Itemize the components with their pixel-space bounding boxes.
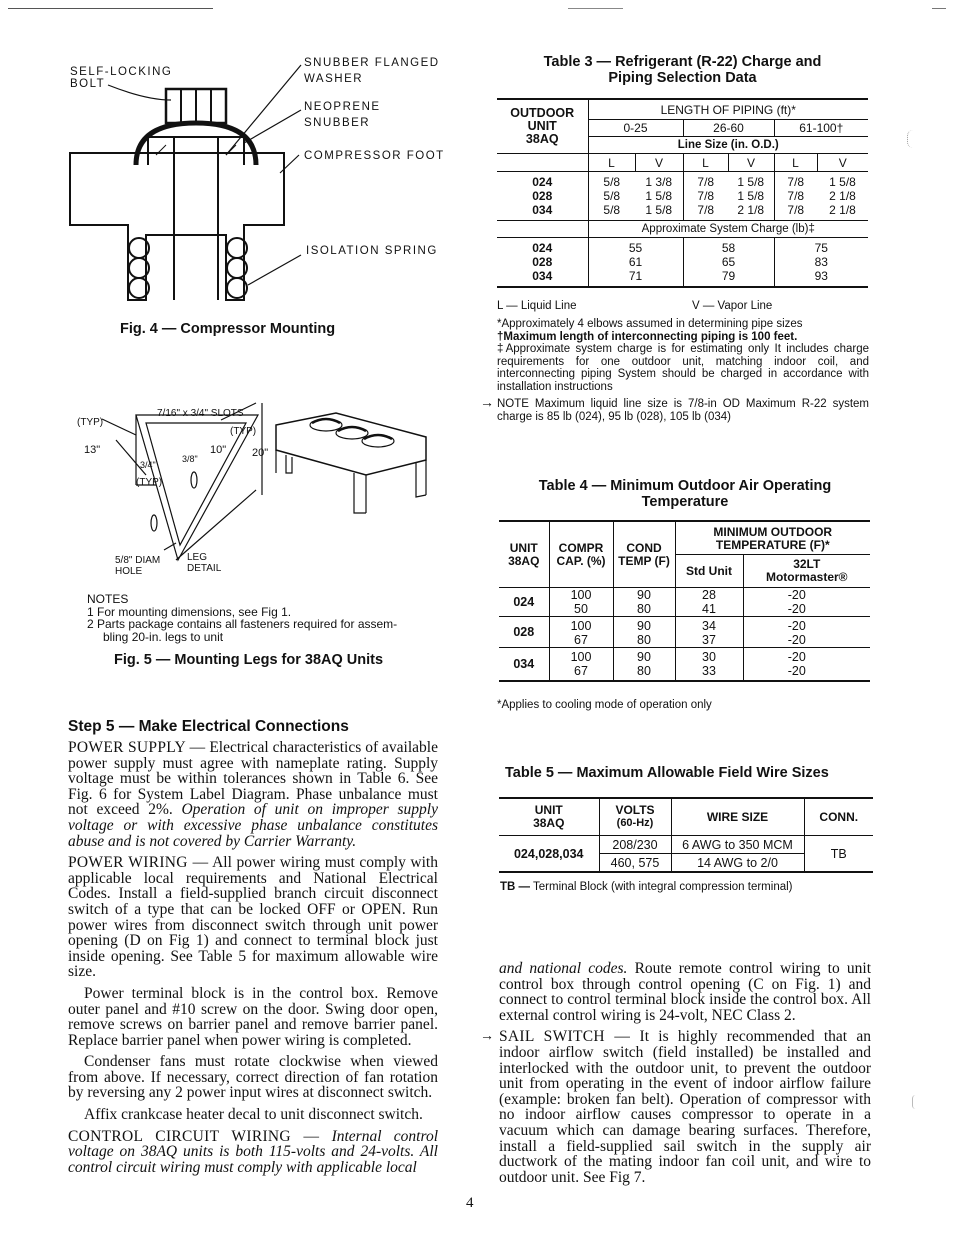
power-wiring-paragraph: POWER WIRING — All power wiring must comply with applicable local requirements and National Electrical Codes. Install a field-supplied branch circuit disconnect switch of a type that can be locked OFF or OPEN. Run power wires from disconnect switch through unit power opening (D on Fig 1) and connect to terminal block just inside opening. See Table 5 for maximum allowable wire size. bbox=[68, 854, 438, 981]
table3-line-size-header: Line Size (in. O.D.) bbox=[588, 137, 868, 154]
fig5-label-34: 3/4" bbox=[140, 460, 156, 470]
fig4-label-snubber: NEOPRENE SNUBBER bbox=[304, 101, 381, 129]
top-rule bbox=[8, 8, 213, 9]
table5-note: TB — Terminal Block (with integral compression terminal) bbox=[500, 881, 793, 893]
fig5-drawing bbox=[76, 395, 436, 580]
fig5-label-38: 3/8" bbox=[182, 454, 198, 464]
fig5-notes-title: NOTES bbox=[87, 592, 129, 606]
fig5-label-typ3: (TYP) bbox=[136, 477, 163, 488]
table-row: 024 100 50 90 80 28 41 -20 -20 bbox=[499, 588, 870, 617]
table5-volts-header: VOLTS (60-Hz) bbox=[599, 798, 671, 836]
table-row: 028 100 67 90 80 34 37 -20 -20 bbox=[499, 617, 870, 648]
page-number: 4 bbox=[466, 1195, 474, 1211]
table4-note: *Applies to cooling mode of operation only bbox=[497, 699, 712, 711]
table3-lv: V bbox=[728, 154, 774, 172]
fig4-label-washer: SNUBBER FLANGED WASHER bbox=[304, 57, 440, 85]
fig4-label-bolt: SELF-LOCKING BOLT bbox=[70, 66, 173, 90]
condenser-fans-paragraph: Condenser fans must rotate clockwise when viewed from above. If necessary, correct direction of fan rotation by reversing any 2 power input wires at disconnect switch. bbox=[68, 1053, 438, 1102]
table-row: 034 71 79 93 bbox=[497, 269, 868, 287]
table3-lv: L bbox=[774, 154, 817, 172]
table3-range: 61-100† bbox=[774, 120, 868, 137]
top-rule-right bbox=[932, 8, 946, 9]
top-rule-short bbox=[568, 8, 623, 9]
table5-unit-header: UNIT 38AQ bbox=[499, 798, 599, 836]
table4-cond-header: COND TEMP (F) bbox=[613, 521, 675, 588]
table3 bbox=[497, 98, 868, 288]
fig5-label-typ1: (TYP) bbox=[77, 417, 104, 428]
table4-std-header: Std Unit bbox=[675, 555, 743, 588]
table-row: 024,028,034 208/230 6 AWG to 350 MCM TB bbox=[499, 836, 873, 854]
table3-outdoor-header: OUTDOOR UNIT 38AQ bbox=[497, 99, 588, 154]
table-row: 460, 575 14 AWG to 2/0 bbox=[499, 854, 873, 873]
power-supply-paragraph: POWER SUPPLY — Electrical characteristics of available power supply must agree with nameplate rating. Supply voltage must be within tolerances shown in Table 6. See Fig. 6 for System Label Diagram. Phase unbalance must not exceed 2%. Operation of unit on improper supply voltage or with excessive phase unbalance constitutes abuse and is not covered by Carrier Warranty. bbox=[68, 739, 438, 850]
fig5-label-slots: 7/16" x 3/4" SLOTS bbox=[157, 408, 244, 419]
table3-range: 0-25 bbox=[588, 120, 683, 137]
table3-lv: L bbox=[683, 154, 728, 172]
fig5-label-10: 10" bbox=[210, 444, 227, 456]
table-row: 034 5/8 1 5/8 7/8 2 1/8 7/8 2 1/8 bbox=[497, 203, 868, 221]
terminal-block-paragraph: Power terminal block is in the control box. Remove outer panel and #10 screw on the door. Swing door open, remove screws on barrier panel and remove barrier panel. Replace barrier panel when power wiring is completed. bbox=[68, 984, 438, 1049]
fig4-caption: Fig. 4 — Compressor Mounting bbox=[120, 321, 336, 337]
scan-mark bbox=[912, 1095, 919, 1109]
change-arrow-icon: → bbox=[480, 1027, 494, 1043]
table3-notes: *Approximately 4 elbows assumed in determining pipe sizes †Maximum length of interconnecting piping is 100 feet. ‡Approximate system charge is for estimating only It includes charge requirements for one outdoor unit, matching indoor coil, and interconnecting piping System should be charged in accordance with installation instructions bbox=[497, 318, 869, 393]
table4-mm-header: 32LT Motormaster® bbox=[765, 557, 848, 584]
change-arrow-icon: → bbox=[480, 394, 494, 410]
table3-legend-l: L — Liquid Line bbox=[497, 300, 577, 312]
fig5-label-typ2: (TYP) bbox=[230, 426, 257, 437]
scan-mark bbox=[907, 130, 920, 148]
table-row: 024 55 58 75 bbox=[497, 238, 868, 256]
fig5-label-leg: LEG DETAIL bbox=[187, 552, 222, 574]
fig5-caption: Fig. 5 — Mounting Legs for 38AQ Units bbox=[114, 652, 384, 668]
table-row: 024 5/8 1 3/8 7/8 1 5/8 7/8 1 5/8 bbox=[497, 172, 868, 190]
table4-compr-header: COMPR CAP. (%) bbox=[549, 521, 613, 588]
fig5-label-20: 20" bbox=[252, 447, 269, 459]
table5 bbox=[499, 797, 873, 873]
table5-wire-header: WIRE SIZE bbox=[671, 798, 804, 836]
table3-charge-header: Approximate System Charge (lb)‡ bbox=[641, 223, 815, 235]
table3-range: 26-60 bbox=[683, 120, 774, 137]
table4-unit-header: UNIT 38AQ bbox=[499, 521, 549, 588]
fig5-note: 1 For mounting dimensions, see Fig 1. bbox=[87, 604, 292, 619]
table3-legend-v: V — Vapor Line bbox=[692, 300, 773, 312]
fig5-label-13: 13" bbox=[84, 444, 101, 456]
right-body bbox=[499, 961, 871, 1185]
fig4-label-foot: COMPRESSOR FOOT bbox=[304, 150, 445, 162]
table3-lv: V bbox=[635, 154, 683, 172]
fig5-label-hole: 5/8" DIAM HOLE bbox=[115, 555, 161, 577]
table-row: 028 5/8 1 5/8 7/8 1 5/8 7/8 2 1/8 bbox=[497, 189, 868, 203]
table3-length-header: LENGTH OF PIPING (ft)* bbox=[588, 99, 868, 120]
table3-lv: V bbox=[838, 155, 847, 170]
table-row: 034 100 67 90 80 30 33 -20 -20 bbox=[499, 648, 870, 682]
control-wiring-paragraph: CONTROL CIRCUIT WIRING — Internal control voltage on 38AQ units is both 115-volts and 24-volts. All control circuit wiring must comply with applicable local bbox=[68, 1127, 439, 1176]
control-wiring-continued: and national codes. Route remote control wiring to unit control box through control opening (C on Fig. 1) and connect to control terminal block inside the control box. All external control wiring is 24-volt, NEC Class 2. bbox=[499, 960, 871, 1024]
fig4-label-spring: ISOLATION SPRING bbox=[306, 245, 438, 257]
table3-title: Table 3 — Refrigerant (R-22) Charge and Piping Selection Data bbox=[543, 54, 822, 86]
step5-body bbox=[68, 740, 438, 1175]
table3-lv: L bbox=[588, 154, 635, 172]
table4 bbox=[499, 520, 870, 682]
fig4-drawing bbox=[66, 55, 456, 310]
table-row: 028 61 65 83 bbox=[497, 255, 868, 269]
crankcase-paragraph: Affix crankcase heater decal to unit disconnect switch. bbox=[84, 1106, 423, 1124]
table4-min-header: MINIMUM OUTDOOR TEMPERATURE (F)* bbox=[675, 521, 870, 555]
step5-heading: Step 5 — Make Electrical Connections bbox=[68, 718, 349, 735]
table5-conn-header: CONN. bbox=[819, 810, 859, 824]
table4-title: Table 4 — Minimum Outdoor Air Operating Temperature bbox=[538, 478, 832, 510]
table5-title: Table 5 — Maximum Allowable Field Wire Sizes bbox=[505, 765, 829, 781]
fig5-note: 2 Parts package contains all fasteners required for assem- bbox=[87, 617, 398, 631]
sail-switch-paragraph: SAIL SWITCH — It is highly recommended that an indoor airflow switch (field installed) be installed and interlocked with the outdoor unit, to prevent the outdoor unit from operating in the event of indoor airflow failure (example: broken fan belt). Operation of compressor with no indoor airflow causes compressor to operate in a vacuum which can damage bearing surfaces. Therefore, install a field-supplied sail switch in the supply air ductwork of the mating indoor fan coil unit, and wire to outdoor unit. See Fig 7. bbox=[499, 1028, 871, 1186]
table3-note2: NOTE Maximum liquid line size is 7/8-in OD Maximum R-22 system charge is 85 lb (024), 95 lb (028), 105 lb (034) bbox=[497, 398, 869, 423]
fig5-note: bling 20-in. legs to unit bbox=[103, 629, 224, 644]
fig5-notes bbox=[87, 593, 437, 643]
